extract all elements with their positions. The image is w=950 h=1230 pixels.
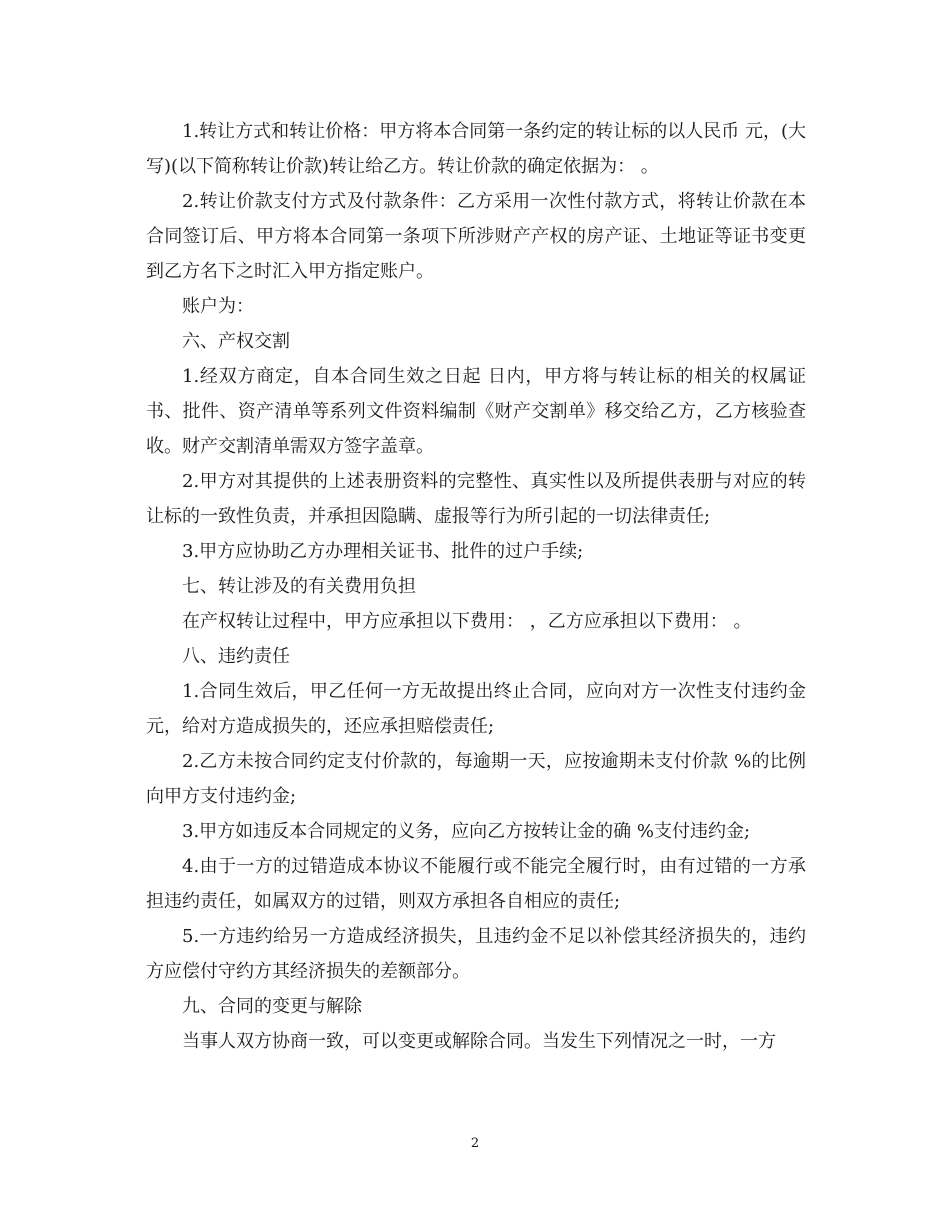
- section-heading-amendment: 九、合同的变更与解除: [182, 996, 362, 1017]
- paragraph-liability-2: 2.乙方未按合同约定支付价款的，每逾期一天，应按逾期未支付价款 %的比例向甲方支付违约金;: [146, 751, 806, 807]
- page-number: 2: [470, 1136, 480, 1151]
- paragraph-liability-5: 5.一方违约给另一方造成经济损失，且违约金不足以补偿其经济损失的，违约方应偿付守约方其经济损失的差额部分。: [146, 926, 806, 982]
- paragraph-payment-terms: 2.转让价款支付方式及付款条件：乙方采用一次性付款方式，将转让价款在本合同签订后、甲方将本合同第一条项下所涉财产产权的房产证、土地证等证书变更到乙方名下之时汇入甲方指定账户。: [146, 191, 806, 282]
- paragraph-liability-3: 3.甲方如违反本合同规定的义务，应向乙方按转让金的确 %支付违约金;: [182, 821, 751, 842]
- document-body: [146, 114, 806, 1059]
- paragraph-handover-3: 3.甲方应协助乙方办理相关证书、批件的过户手续;: [182, 541, 584, 562]
- paragraph-transfer-method: 1.转让方式和转让价格：甲方将本合同第一条约定的转让标的以人民币 元，(大写)(以下简称转让价款)转让给乙方。转让价款的确定依据为： 。: [146, 121, 806, 177]
- paragraph-liability-1: 1.合同生效后，甲乙任何一方无故提出终止合同，应向对方一次性支付违约金 元，给对方造成损失的，还应承担赔偿责任;: [146, 681, 806, 737]
- paragraph-handover-1: 1.经双方商定，自本合同生效之日起 日内，甲方将与转让标的相关的权属证书、批件、资产清单等系列文件资料编制《财产交割单》移交给乙方，乙方核验查收。财产交割清单需双方签字盖章。: [146, 366, 806, 457]
- paragraph-fees: 在产权转让过程中，甲方应承担以下费用： ，乙方应承担以下费用： 。: [182, 611, 752, 632]
- section-heading-liability: 八、违约责任: [182, 646, 290, 667]
- section-heading-property-handover: 六、产权交割: [182, 331, 290, 352]
- paragraph-handover-2: 2.甲方对其提供的上述表册资料的完整性、真实性以及所提供表册与对应的转让标的一致性负责，并承担因隐瞒、虚报等行为所引起的一切法律责任;: [146, 471, 806, 527]
- paragraph-liability-4: 4.由于一方的过错造成本协议不能履行或不能完全履行时，由有过错的一方承担违约责任，如属双方的过错，则双方承担各自相应的责任;: [146, 856, 806, 912]
- section-heading-fees: 七、转让涉及的有关费用负担: [182, 576, 416, 597]
- paragraph-account: 账户为：: [182, 296, 254, 317]
- paragraph-amendment: 当事人双方协商一致，可以变更或解除合同。当发生下列情况之一时，一方: [182, 1031, 776, 1052]
